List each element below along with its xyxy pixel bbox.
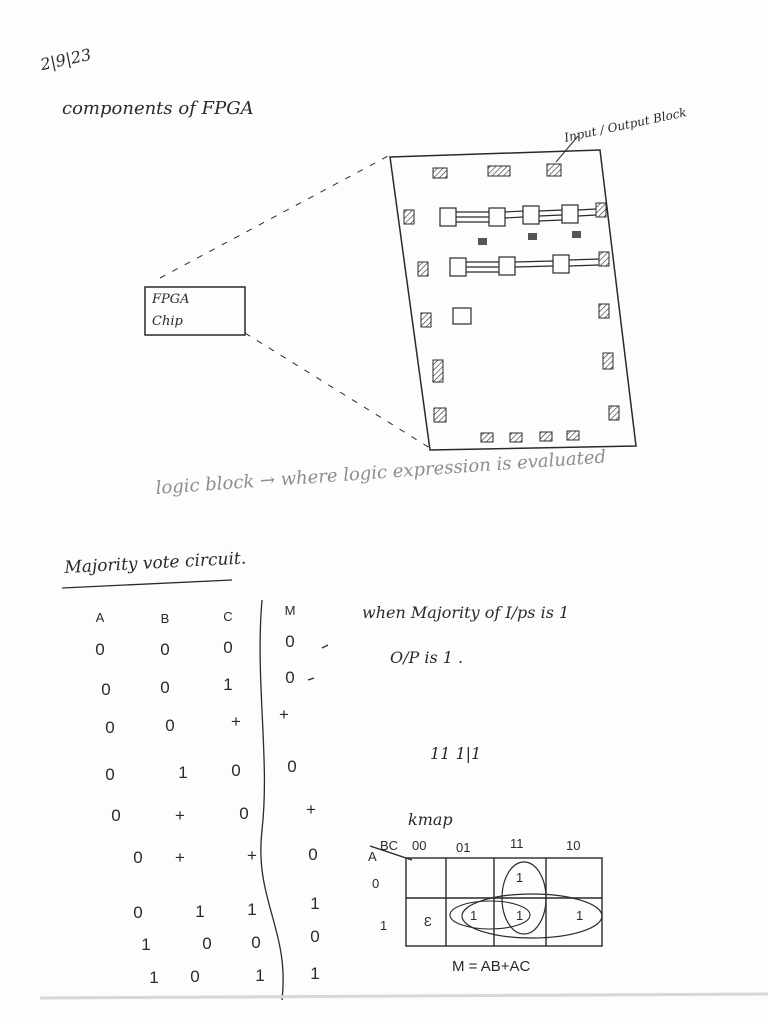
kmap-stray-mark: Ɛ [424,914,432,929]
logic-block-note: logic block → where logic expression is evaluated [155,446,607,499]
cell-a: 1 [141,935,151,954]
note-scribble: 11 1|1 [430,744,482,763]
kmap-cell-1-11: 1 [516,908,524,923]
cell-b: + [175,806,185,825]
cell-c: 0 [231,761,241,780]
section-title: Majority vote circuit. [64,548,247,578]
cell-c: 0 [223,638,233,657]
cell-b: 0 [190,967,200,986]
cell-a: 0 [101,680,111,699]
cell-b: 0 [165,716,175,735]
cell-c: 0 [251,933,261,952]
logic-blocks [440,205,599,324]
kmap-cell-1-01: 1 [470,908,478,923]
cell-c: + [247,846,257,865]
io-block-label: Input / Output Block [562,105,688,145]
cell-b: 0 [160,640,170,659]
table-header-c: C [223,609,233,624]
switch-blocks [478,231,581,245]
chip-label-line1: FPGA [152,292,190,307]
kmap-title: kmap [408,810,453,829]
cell-c: + [231,712,241,731]
chip-label-line2: Chip [152,314,183,329]
kmap-group-vertical [502,862,546,934]
cell-m: 0 [308,845,318,864]
cell-a: 0 [111,806,121,825]
fpga-enlarged-outline [390,150,636,450]
kmap-corner-row: A [368,849,377,864]
kmap-col-10: 10 [566,838,581,853]
kmap-col-11: 11 [510,836,524,851]
cell-m: 0 [287,757,297,776]
kmap-corner-col: BC [380,838,399,853]
io-blocks [404,164,619,442]
kmap-col-01: 01 [456,840,471,855]
cell-b: + [175,848,185,867]
kmap-col-00: 00 [412,838,427,853]
cell-a: 0 [105,765,115,784]
cell-m: 1 [310,964,320,983]
cell-m: 1 [310,894,320,913]
cell-c: 1 [247,900,257,919]
note-line-1: when Majority of I/ps is 1 [362,603,570,622]
kmap-equation: M = AB+AC [452,958,531,975]
table-header-m: M [284,603,296,618]
cell-m: + [279,705,289,724]
cell-m: 0 [285,632,295,651]
kmap-cell-1-10: 1 [576,908,584,923]
kmap-cell-0-11: 1 [516,870,524,885]
cell-m: 0 [285,668,295,687]
cell-c: 1 [223,675,233,694]
cell-a: 0 [133,903,143,922]
cell-a: 0 [133,848,143,867]
table-header-b: B [160,611,170,626]
cell-a: 0 [95,640,105,659]
date: 2|9|23 [38,44,93,75]
kmap-row-0: 0 [372,876,380,891]
cell-b: 0 [160,678,170,697]
cell-b: 1 [195,902,205,921]
cell-a: 0 [105,718,115,737]
cell-c: 0 [239,804,249,823]
cell-m: + [306,800,316,819]
cell-m: 0 [310,927,320,946]
cell-a: 1 [149,968,159,987]
kmap-row-1: 1 [380,918,388,933]
cell-b: 0 [202,934,212,953]
page-heading: components of FPGA [62,98,254,119]
table-header-a: A [95,610,105,625]
cell-b: 1 [178,763,188,782]
cell-c: 1 [255,966,265,985]
note-line-2: O/P is 1 . [390,648,464,667]
